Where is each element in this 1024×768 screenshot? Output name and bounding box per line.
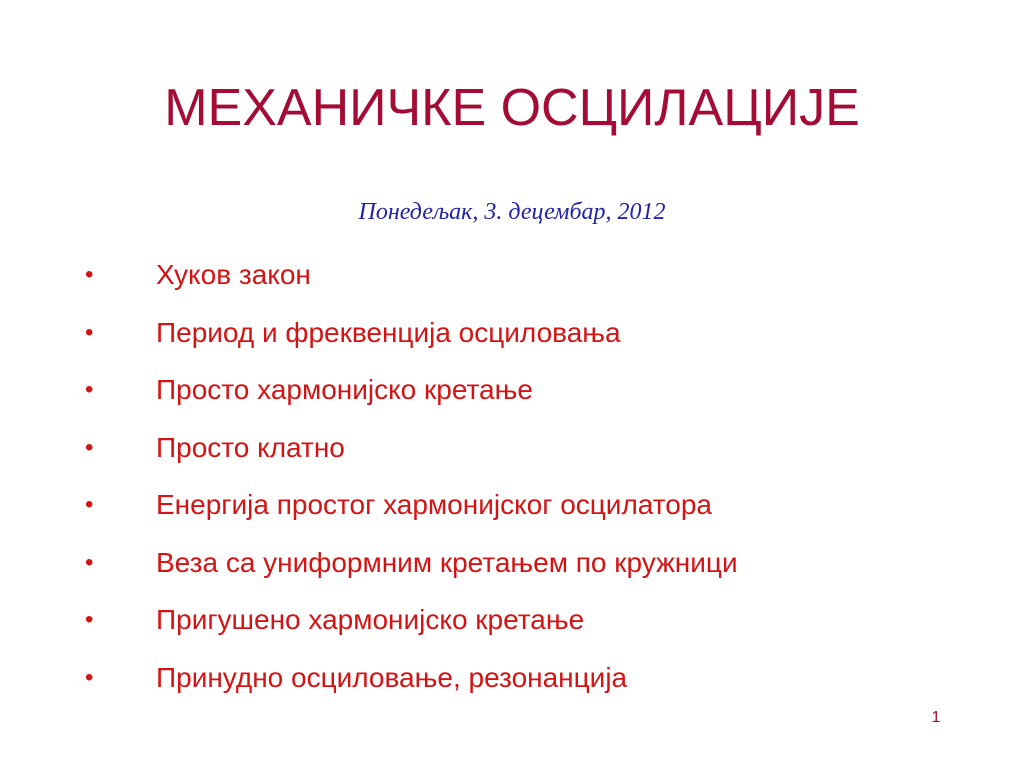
- list-item-label: Хуков закон: [156, 259, 311, 290]
- page-number: 1: [931, 709, 941, 726]
- bullet-icon: •: [85, 548, 94, 576]
- list-item-label: Веза са униформним кретањем по кружници: [156, 546, 738, 578]
- bullet-icon: •: [85, 491, 94, 518]
- bullet-icon: •: [85, 663, 94, 691]
- list-item-label: Период и фреквенција осциловања: [156, 316, 621, 348]
- bullet-list: [0, 246, 1024, 706]
- bullet-icon: •: [85, 261, 94, 288]
- list-item-label: Просто хармонијско кретање: [156, 374, 533, 405]
- list-item: [0, 591, 1024, 649]
- list-item: [0, 534, 1024, 592]
- list-item: [0, 246, 1024, 304]
- list-item: [0, 476, 1024, 534]
- list-item-label: Просто клатно: [156, 431, 345, 463]
- bullet-icon: •: [85, 606, 94, 633]
- list-item-label: Принудно осциловање, резонанција: [156, 661, 628, 693]
- slide-title: МЕХАНИЧКЕ ОСЦИЛАЦИЈЕ: [164, 79, 860, 137]
- list-item: [0, 419, 1024, 477]
- bullet-icon: •: [85, 433, 94, 461]
- bullet-icon: •: [85, 318, 94, 346]
- list-item: [0, 649, 1024, 707]
- list-item: [0, 304, 1024, 362]
- slide-subtitle-date: Понедељак, 3. децембар, 2012: [358, 199, 666, 225]
- list-item: [0, 361, 1024, 419]
- list-item-label: Пригушено хармонијско кретање: [156, 604, 585, 635]
- list-item-label: Енергија простог хармонијског осцилатора: [156, 489, 712, 520]
- bullet-icon: •: [85, 376, 94, 403]
